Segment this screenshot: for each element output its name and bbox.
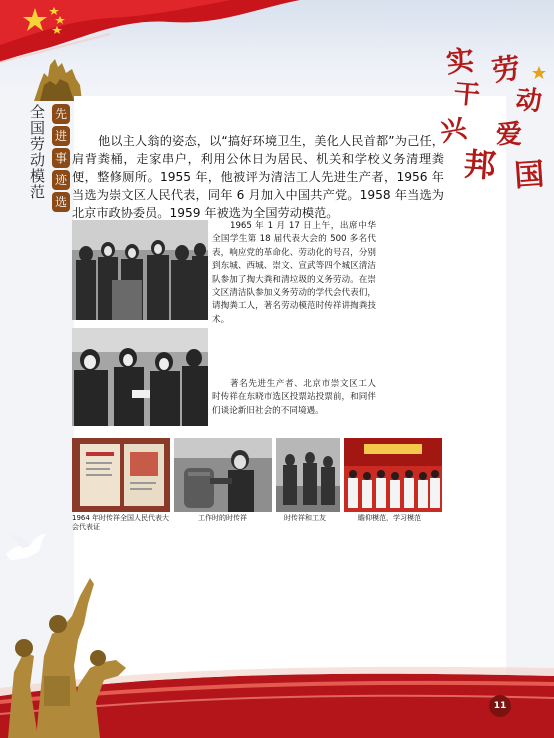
thumb-caption-2: 工作时的时传祥: [198, 514, 247, 522]
small-statue-icon: [30, 55, 86, 101]
page-number-badge: 11: [489, 695, 511, 717]
photo-workers-talking: [72, 328, 208, 426]
slogan-char: 动: [514, 84, 544, 118]
slogan-char: 劳: [490, 51, 523, 88]
photo-caption-2: 著名先进生产者、北京市崇文区工人时传祥在东晓市选区投票站投票前，和同伴们谈论新旧社会的不同境遇。: [212, 379, 376, 416]
slogan-char: 爱: [496, 120, 523, 150]
section-title-vertical: 全国劳动模范: [28, 104, 46, 200]
badge-char: 迹: [52, 170, 70, 190]
badge-char: 先: [52, 104, 70, 124]
thumb-caption-4: 瞻仰模范，学习模范: [358, 514, 421, 522]
thumb-caption-1: 1964 年时传祥全国人民代表大会代表证: [72, 514, 170, 531]
dove-icon: [0, 520, 50, 570]
slogan-heading: [440, 40, 550, 200]
slogan-char: 实: [444, 43, 476, 80]
thumb-caption-3: 时传祥和工友: [284, 514, 326, 522]
thumb-learning-ceremony: [344, 438, 442, 512]
slogan-char: 兴: [438, 113, 469, 148]
badge-char: 选: [52, 192, 70, 212]
slogan-char: 干: [452, 78, 482, 112]
slogan-char: 国: [513, 156, 546, 194]
section-badges: [52, 104, 72, 214]
thumb-with-coworkers: [276, 438, 340, 512]
thumb-certificate: [72, 438, 170, 512]
photo-students-crowd: [72, 220, 208, 320]
photo-caption-1: 1965 年 1 月 17 日上午，出席中华全国学生第 18 届代表大会的 500 多名代表，响应党的革命化、劳动化的号召，分别到东城、西城、崇文、宣武等四个城区清洁队参加了掏大粪和清垃圾的义务劳动。在崇文区清洁队参加义务劳动的学代会代表们，请掏粪工人，著名劳动模范时传祥讲掏粪技术。: [212, 221, 376, 325]
intro-paragraph: 他以主人翁的姿态，以“搞好环境卫生，美化人民首都”为己任，肩背粪桶，走家串户，利用公休日为居民、机关和学校义务清理粪便，整修厕所。1955 年，他被评为清洁工人先进生产者，1956 年当选为崇文区人民代表，同年 6 月加入中国共产党。1958 年当选为北京市政协委员。1959 年被选为全国劳动模范。: [72, 134, 444, 220]
badge-char: 事: [52, 148, 70, 168]
thumb-at-work: [174, 438, 272, 512]
badge-char: 进: [52, 126, 70, 146]
statue-icon: [0, 576, 138, 738]
star-icon: [532, 66, 546, 80]
slogan-char: 邦: [462, 144, 498, 186]
